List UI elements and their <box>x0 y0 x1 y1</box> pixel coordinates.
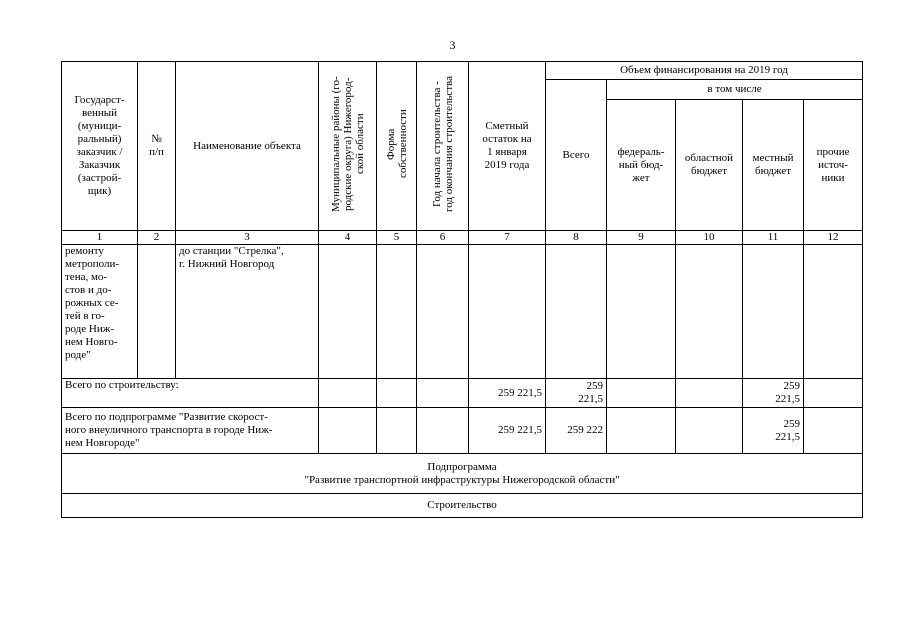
subprogram-total-row <box>62 408 863 454</box>
col-number: 2 <box>138 231 176 245</box>
header-other: прочие источ- ники <box>804 100 863 231</box>
construction-total-local: 259 221,5 <box>743 379 804 408</box>
subprogram-title-row <box>62 454 863 494</box>
section-title: Строительство <box>62 494 863 518</box>
empty-cell <box>804 408 863 454</box>
empty-cell <box>417 408 469 454</box>
construction-total-row <box>62 379 863 408</box>
object-name-cell: до станции "Стрелка", г. Нижний Новгород <box>176 245 319 379</box>
subprogram-total-label: Всего по подпрограмме "Развитие скорост- ного внеуличного транспорта в городе Ниж- нем Новгороде" <box>62 408 319 454</box>
header-including: в том числе <box>607 80 863 100</box>
empty-cell <box>607 408 676 454</box>
header-years: Год начала строительства - год окончания строительства <box>417 62 469 231</box>
column-numbers-row <box>62 231 863 245</box>
col-number: 1 <box>62 231 138 245</box>
header-total: Всего <box>546 80 607 231</box>
subprogram-total-sum: 259 222 <box>546 408 607 454</box>
empty-cell <box>319 245 377 379</box>
empty-cell <box>676 408 743 454</box>
empty-cell <box>377 245 417 379</box>
col-number: 10 <box>676 231 743 245</box>
construction-total-sum: 259 221,5 <box>546 379 607 408</box>
construction-total-estimate: 259 221,5 <box>469 379 546 408</box>
col-number: 3 <box>176 231 319 245</box>
empty-cell <box>546 245 607 379</box>
empty-cell <box>607 245 676 379</box>
table-row <box>62 245 863 379</box>
empty-cell <box>417 245 469 379</box>
header-federal: федераль- ный бюд- жет <box>607 100 676 231</box>
empty-cell <box>417 379 469 408</box>
header-estimate: Сметный остаток на 1 января 2019 года <box>469 62 546 231</box>
col-number: 7 <box>469 231 546 245</box>
col-number: 6 <box>417 231 469 245</box>
header-districts: Муниципальные районы (го- родские округа) Нижегород- ской области <box>319 62 377 231</box>
empty-cell <box>469 245 546 379</box>
empty-cell <box>319 408 377 454</box>
col-number: 5 <box>377 231 417 245</box>
empty-cell <box>743 245 804 379</box>
col-number: 9 <box>607 231 676 245</box>
col-number: 8 <box>546 231 607 245</box>
empty-cell <box>138 245 176 379</box>
object-customer-cell: ремонту метрополи- тена, мо- стов и до- рожных се- тей в го- роде Ниж- нем Новго- роде" <box>62 245 138 379</box>
empty-cell <box>377 408 417 454</box>
header-num: № п/п <box>138 62 176 231</box>
page-number: 3 <box>449 38 456 52</box>
header-regional: областной бюджет <box>676 100 743 231</box>
empty-cell <box>676 245 743 379</box>
header-financing: Объем финансирования на 2019 год <box>546 62 863 80</box>
col-number: 4 <box>319 231 377 245</box>
section-title-row <box>62 494 863 518</box>
construction-total-label: Всего по строительству: <box>62 379 319 408</box>
header-local: местный бюджет <box>743 100 804 231</box>
header-object-name: Наименование объекта <box>176 62 319 231</box>
subprogram-title: Подпрограмма "Развитие транспортной инфраструктуры Нижегородской области" <box>62 454 863 494</box>
col-number: 11 <box>743 231 804 245</box>
financing-table <box>61 61 863 518</box>
empty-cell <box>319 379 377 408</box>
subprogram-total-local: 259 221,5 <box>743 408 804 454</box>
header-customer: Государст- венный (муници- pальный) заказчик / Заказчик (застрой- щик) <box>62 62 138 231</box>
subprogram-total-estimate: 259 221,5 <box>469 408 546 454</box>
empty-cell <box>804 245 863 379</box>
header-ownership: Форма собственности <box>377 62 417 231</box>
col-number: 12 <box>804 231 863 245</box>
empty-cell <box>804 379 863 408</box>
empty-cell <box>377 379 417 408</box>
empty-cell <box>676 379 743 408</box>
empty-cell <box>607 379 676 408</box>
